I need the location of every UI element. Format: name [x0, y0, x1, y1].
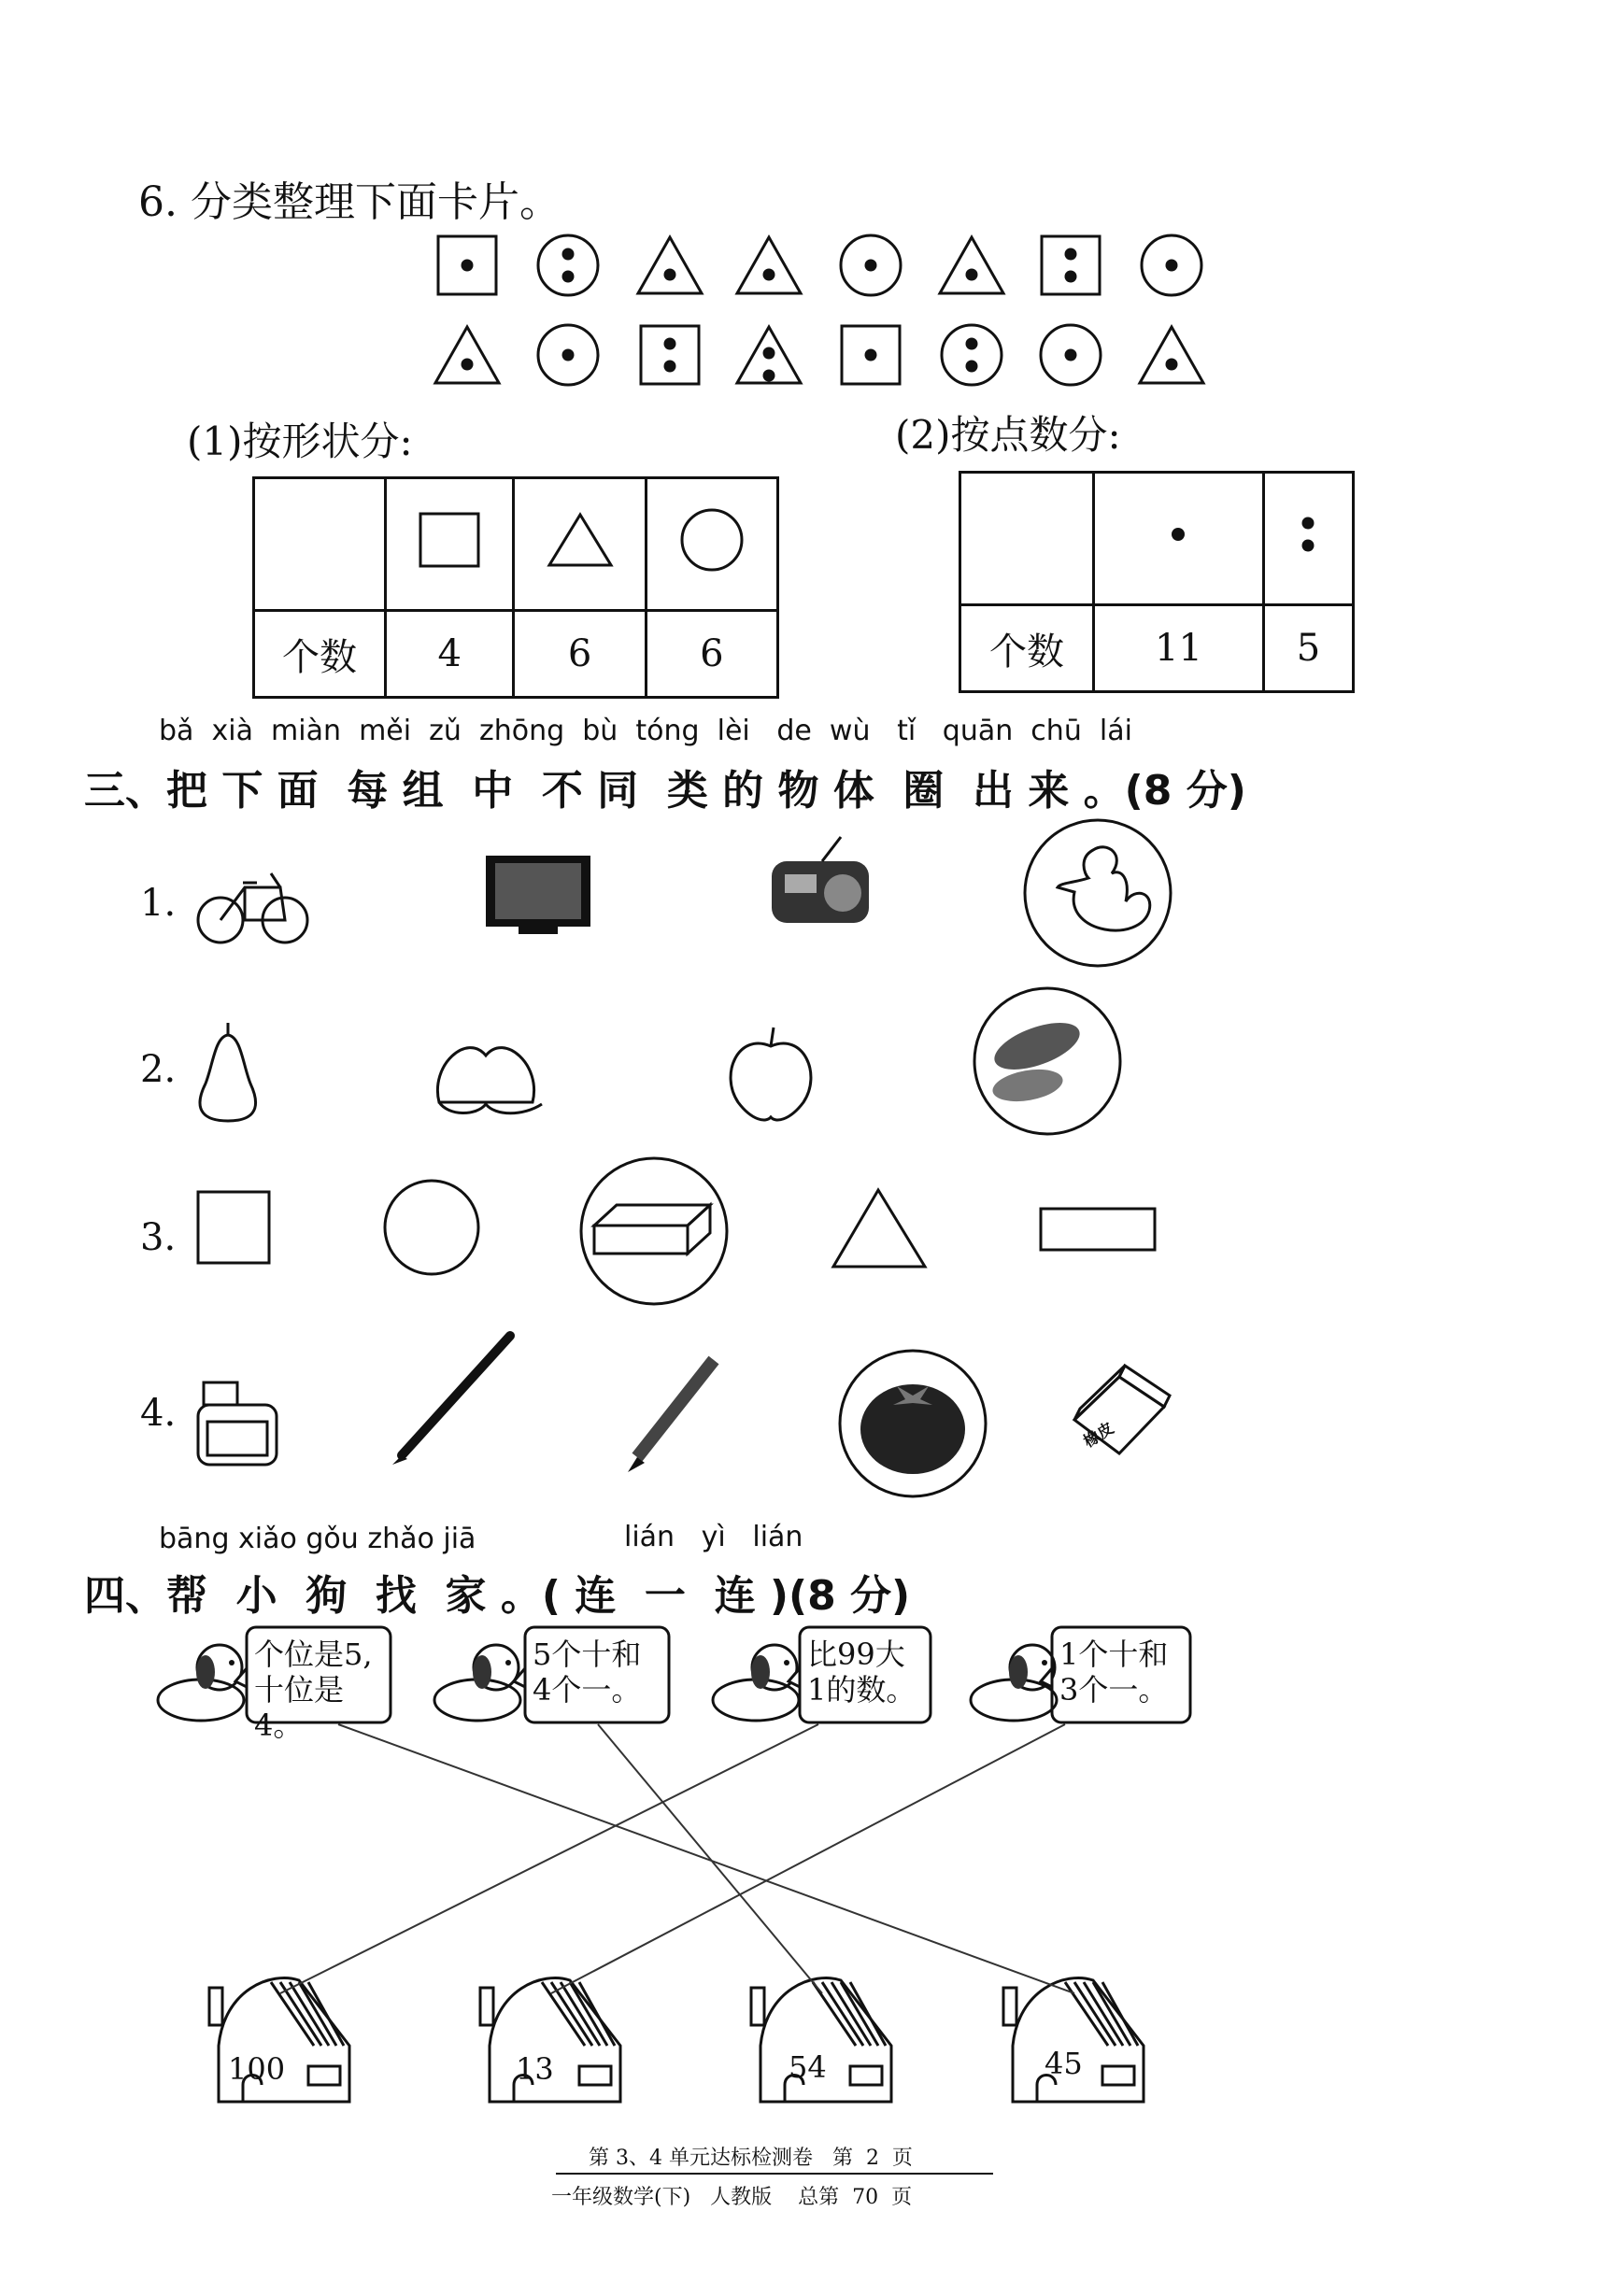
house1-number: 100 — [228, 2051, 286, 2087]
square-card-icon — [641, 326, 699, 384]
sec4-pinyin-2: lián yì lián — [624, 1521, 803, 1553]
count-triangle: 6 — [514, 611, 646, 698]
square-card-icon — [842, 326, 900, 384]
dog2-line2: 4个一。 — [533, 1672, 642, 1708]
dog-icon — [713, 1645, 799, 1721]
circle-card-icon — [538, 235, 598, 295]
circle-card-icon — [942, 325, 1002, 385]
connection-line — [551, 1724, 1065, 1993]
triangle-card-icon — [1140, 327, 1203, 383]
footer-line2: 一年级数学(下) 人教版 总第 70 页 — [551, 2186, 913, 2209]
apple-icon — [731, 1028, 811, 1120]
bicycle-icon — [198, 873, 307, 942]
triangle-card-icon — [435, 327, 499, 383]
cuboid-icon — [581, 1158, 727, 1304]
dog1-line1: 个位是5, — [254, 1637, 373, 1672]
tomato-icon — [840, 1351, 986, 1496]
count-one-dot: 11 — [1094, 605, 1264, 692]
house-icon — [1003, 1978, 1144, 2102]
duck-icon — [1025, 820, 1171, 966]
triangle-card-icon — [737, 327, 801, 383]
dog1-line2: 十位是4。 — [254, 1672, 345, 1743]
square-header — [386, 478, 514, 611]
triangle-header — [514, 478, 646, 611]
footer-line1: 第 3、4 单元达标检测卷 第 2 页 — [589, 2147, 913, 2170]
house2-number: 13 — [516, 2051, 554, 2087]
circle-header — [646, 478, 777, 611]
one-dot-icon — [1169, 516, 1187, 553]
fountain-pen-icon — [392, 1336, 510, 1465]
row4-number: 4. — [140, 1392, 177, 1435]
one-dot-header — [1094, 473, 1264, 605]
circle-card-icon — [538, 325, 598, 385]
connection-line — [338, 1724, 1074, 1993]
count-label: 个数 — [254, 611, 386, 698]
sweet-potato-icon — [974, 988, 1120, 1134]
dot-table-corner — [960, 473, 1094, 605]
tv-icon — [486, 856, 590, 934]
count-square: 4 — [386, 611, 514, 698]
connection-line — [598, 1724, 822, 1993]
house4-number: 45 — [1045, 2046, 1083, 2081]
triangle-card-icon — [638, 237, 702, 293]
q6-sub2-label: (2)按点数分: — [895, 412, 1121, 458]
sec3-title: 三、把 下 面 每 组 中 不 同 类 的 物 体 圈 出 来 。(8 分) — [84, 767, 1246, 815]
square-icon — [417, 512, 482, 568]
shape-table — [252, 476, 779, 699]
eraser-label: 橡皮 — [1080, 1419, 1118, 1453]
q6-title: 6. 分类整理下面卡片。 — [138, 178, 561, 226]
footer-divider — [556, 2173, 993, 2175]
two-dot-header — [1263, 473, 1353, 605]
sec4-title: 四、帮 小 狗 找 家 。( 连 一 连 )(8 分) — [84, 1572, 911, 1620]
peach-icon — [437, 1048, 542, 1113]
row2-number: 2. — [140, 1048, 177, 1091]
dog3-line1: 比99大 — [807, 1637, 905, 1672]
dog4-line2: 3个一。 — [1059, 1672, 1169, 1708]
house3-number: 54 — [789, 2049, 827, 2085]
dog3-bubble-text — [807, 1637, 929, 1708]
dog2-line1: 5个十和 — [533, 1637, 642, 1672]
count-two-dot: 5 — [1263, 605, 1353, 692]
row3-number: 3. — [140, 1216, 177, 1259]
dog4-line1: 1个十和 — [1059, 1637, 1169, 1672]
triangle-icon — [833, 1190, 925, 1267]
circle-icon — [385, 1181, 478, 1274]
dog-icon — [158, 1645, 244, 1721]
triangle-icon — [547, 512, 614, 568]
ink-bottle-icon — [198, 1382, 277, 1465]
circle-card-icon — [841, 235, 901, 295]
count-circle: 6 — [646, 611, 777, 698]
dog1-bubble-text — [254, 1637, 392, 1743]
two-dot-icon — [1299, 514, 1317, 555]
square-card-icon — [438, 236, 496, 294]
shape-table-corner — [254, 478, 386, 611]
triangle-card-icon — [737, 237, 801, 293]
count-label-2: 个数 — [960, 605, 1094, 692]
dot-table — [959, 471, 1355, 693]
circle-card-icon — [1142, 235, 1201, 295]
row1-number: 1. — [140, 882, 177, 925]
sec4-pinyin-1: bāng xiǎo gǒu zhǎo jiā — [159, 1523, 476, 1555]
dog4-bubble-text — [1059, 1637, 1190, 1708]
circle-icon — [678, 506, 746, 574]
square-card-icon — [1042, 236, 1100, 294]
square-icon — [198, 1192, 269, 1263]
circle-card-icon — [1041, 325, 1101, 385]
pear-icon — [200, 1023, 256, 1121]
connection-line — [280, 1724, 818, 1993]
dog2-bubble-text — [533, 1637, 663, 1708]
q6-sub1-label: (1)按形状分: — [187, 418, 413, 464]
radio-icon — [772, 837, 869, 923]
sec3-pinyin: bǎ xià miàn měi zǔ zhōng bù tóng lèi de wù tǐ quān chū lái — [159, 715, 1132, 747]
pencil-icon — [628, 1360, 714, 1472]
triangle-card-icon — [940, 237, 1003, 293]
dog3-line2: 1的数。 — [807, 1672, 917, 1708]
dog-icon — [434, 1645, 520, 1721]
rectangle-icon — [1041, 1209, 1155, 1250]
